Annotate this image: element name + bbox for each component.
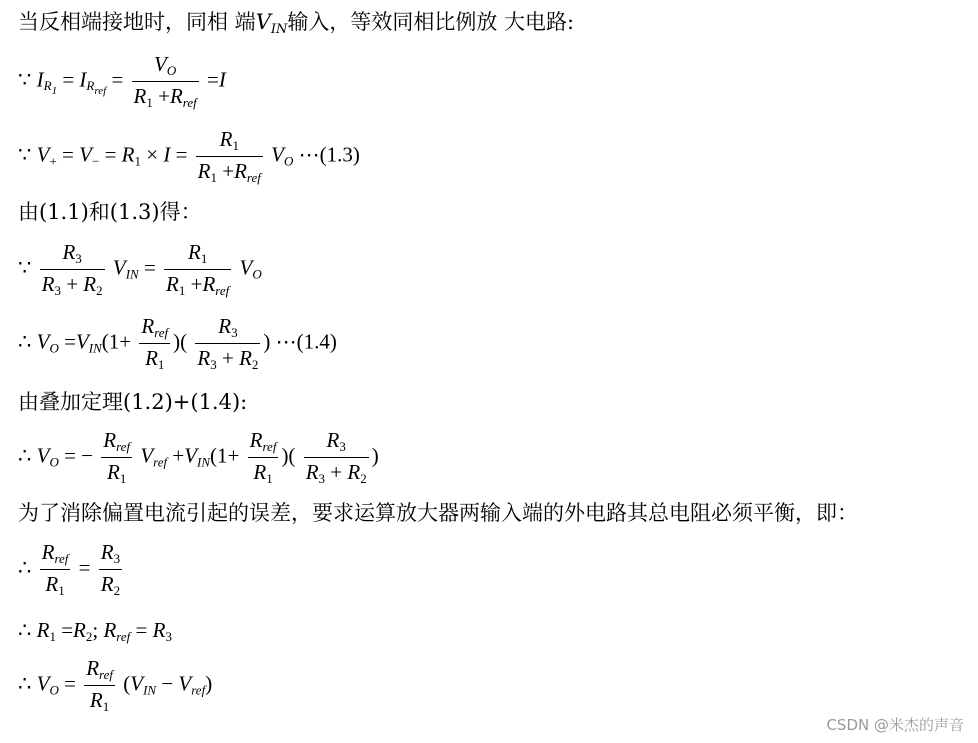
intro-vin-sub: IN xyxy=(270,22,288,37)
watermark: CSDN @米杰的声音 xyxy=(826,716,964,734)
step3-text: 为了消除偏置电流引起的误差，要求运算放大器两输入端的外电路其总电阻必须平衡，即： xyxy=(18,501,858,525)
equation-balance: ∴ $\frac{R_{ref}}{R_1}$ = $\frac{R_3}{R_2}$ xyxy=(18,540,121,598)
step1-text: 由(1.1)和(1.3)得： xyxy=(18,200,202,224)
intro-tail: 输入，等效同相比例放 大电路: xyxy=(287,10,575,34)
equation-1-4: ∴ $V_O =V_{IN}(1+$ $\frac{R_{ref}}{R_1}$ )( $\frac{R_3}{R_3 + R_2}$ ) ⋯(1.4) xyxy=(18,314,337,372)
equation-ratio: ∵ $\frac{R_3}{R_3 + R_2}$ $V_{IN}$ = $\frac{R_1}{R_1 +R_{ref}}$ $V_O$ xyxy=(18,240,262,298)
intro-line xyxy=(18,12,574,36)
intro-vin: V xyxy=(255,10,271,34)
tag-1-3: (1.3) xyxy=(319,142,360,167)
equation-superposition: ∴ $V_O$ = − $\frac{R_{ref}}{R_1}$ $V_{ref} +V_{IN}(1+$ $\frac{R_{ref}}{R_1}$ )( $\frac{R_3}{R_3 + R_2}$ ) xyxy=(18,428,379,486)
tag-1-4: (1.4) xyxy=(296,329,337,354)
equation-final: ∴ $V_O$ = $\frac{R_{ref}}{R_1}$ $(V_{IN} - V_{ref})$ xyxy=(18,656,213,714)
equation-current: ∵ $I_{R_1} = I_{R_{ref}}$ = $\frac{V_O}{R_1 +R_{ref}}$ =I xyxy=(18,52,226,110)
equation-resistors: ∴ $R_1 =R_2$; $R_{ref} = R_3$ xyxy=(18,618,172,644)
intro-text: 当反相端接地时，同相 端 xyxy=(18,10,256,34)
equation-1-3: ∵ $V_+ = V_- = R_1 \times I$ = $\frac{R_1}{R_1 +R_{ref}}$ $V_O$ ⋯(1.3) xyxy=(18,127,360,185)
step2-text: 由叠加定理(1.2)+(1.4): xyxy=(18,390,248,414)
